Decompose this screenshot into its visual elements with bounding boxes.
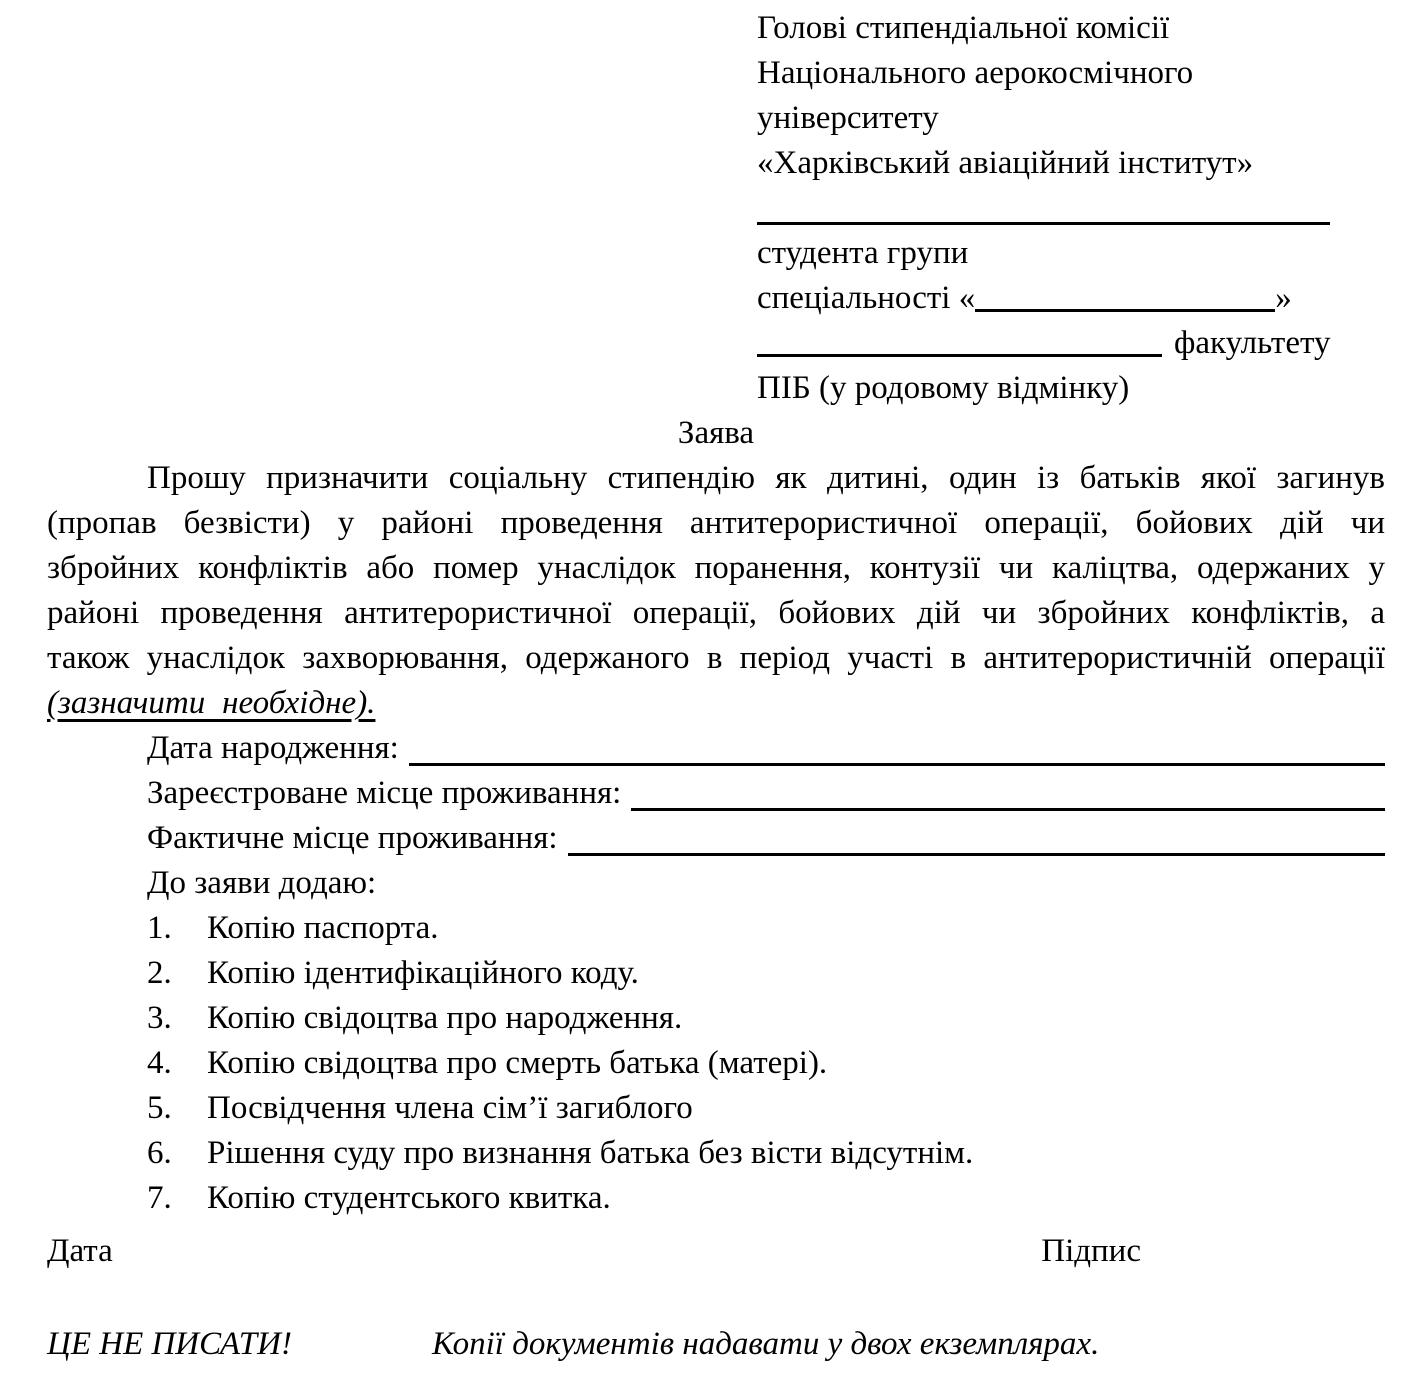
- attachment-item: [47, 1041, 1385, 1086]
- item-number: 4.: [147, 1045, 172, 1081]
- closing-quote: »: [1275, 280, 1292, 316]
- student-group-line: студента групи: [757, 235, 969, 271]
- registered-address-field: [47, 771, 1385, 816]
- attachment-item: [47, 906, 1385, 951]
- item-number: 2.: [147, 955, 172, 991]
- faculty-blank: [757, 354, 1162, 357]
- item-text: Рішення суду про визнання батька без вісти відсутнім.: [207, 1135, 974, 1171]
- attachments-intro: До заяви додаю:: [147, 865, 377, 901]
- addressee-block: [757, 6, 1385, 411]
- do-not-write-warning: ЦЕ НЕ ПИСАТИ!: [47, 1326, 292, 1362]
- specialty-line: [757, 276, 1385, 321]
- field-blank: [409, 726, 1385, 766]
- attachment-item: [47, 996, 1385, 1041]
- field-label: Фактичне місце проживання:: [147, 820, 558, 856]
- select-applicable-note: (зазначити необхідне).: [47, 685, 376, 721]
- specialty-blank: [975, 309, 1275, 312]
- copies-note: Копії документів надавати у двох екземплярах.: [431, 1326, 1100, 1362]
- item-number: 7.: [147, 1180, 172, 1216]
- field-blank: [631, 771, 1385, 811]
- faculty-line: [757, 321, 1385, 366]
- item-text: Копію свідоцтва про смерть батька (матері).: [207, 1045, 828, 1081]
- field-blank: [568, 816, 1385, 856]
- item-number: 6.: [147, 1135, 172, 1171]
- document-title: Заява: [677, 415, 755, 451]
- signature-row: [47, 1229, 1385, 1274]
- attachment-item: [47, 1086, 1385, 1131]
- attachment-item: [47, 1176, 1385, 1221]
- item-number: 1.: [147, 910, 172, 946]
- item-number: 3.: [147, 1000, 172, 1036]
- attachment-item: [47, 951, 1385, 996]
- item-number: 5.: [147, 1090, 172, 1126]
- item-text: Копію паспорта.: [207, 910, 439, 946]
- birth-date-field: [47, 726, 1385, 771]
- faculty-label: факультету: [1174, 325, 1331, 361]
- attachment-item: [47, 1131, 1385, 1176]
- addressee-line-university-2: університету: [757, 100, 939, 136]
- footer-note-row: [47, 1322, 1385, 1367]
- specialty-label: спеціальності «: [757, 280, 976, 316]
- pib-hint-line: ПІБ (у родовому відмінку): [757, 370, 1130, 406]
- item-text: Посвідчення члена сім’ї загиблого: [207, 1090, 693, 1126]
- request-paragraph: [47, 456, 1385, 726]
- addressee-line-institute: «Харківський авіаційний інститут»: [757, 145, 1254, 181]
- addressee-line-commission: Голові стипендіальної комісії: [757, 10, 1170, 46]
- applicant-name-blank-line: [757, 186, 1385, 231]
- request-text: Прошу призначити соціальну стипендію як дитині, один із батьків якої загинув (пропав безвісти) у районі проведення антитерористичної операції, бойових дій чи збройних конфліктів або помер унаслідок поранення, контузії чи каліцтва, одержаних у районі проведення антитерористичної операції, бойових дій чи збройних конфліктів, а також унаслідок захворювання, одержаного в період участі в антитерористичній операції: [47, 460, 1385, 676]
- addressee-line-university-1: Національного аерокосмічного: [757, 55, 1194, 91]
- field-label: Зареєстроване місце проживання:: [147, 775, 622, 811]
- item-text: Копію студентського квитка.: [207, 1180, 611, 1216]
- date-label: Дата: [47, 1233, 113, 1269]
- fill-in-rule: [757, 222, 1330, 225]
- item-text: Копію ідентифікаційного коду.: [207, 955, 639, 991]
- item-text: Копію свідоцтва про народження.: [207, 1000, 683, 1036]
- field-label: Дата народження:: [147, 730, 399, 766]
- actual-address-field: [47, 816, 1385, 861]
- signature-label: Підпис: [1041, 1233, 1141, 1269]
